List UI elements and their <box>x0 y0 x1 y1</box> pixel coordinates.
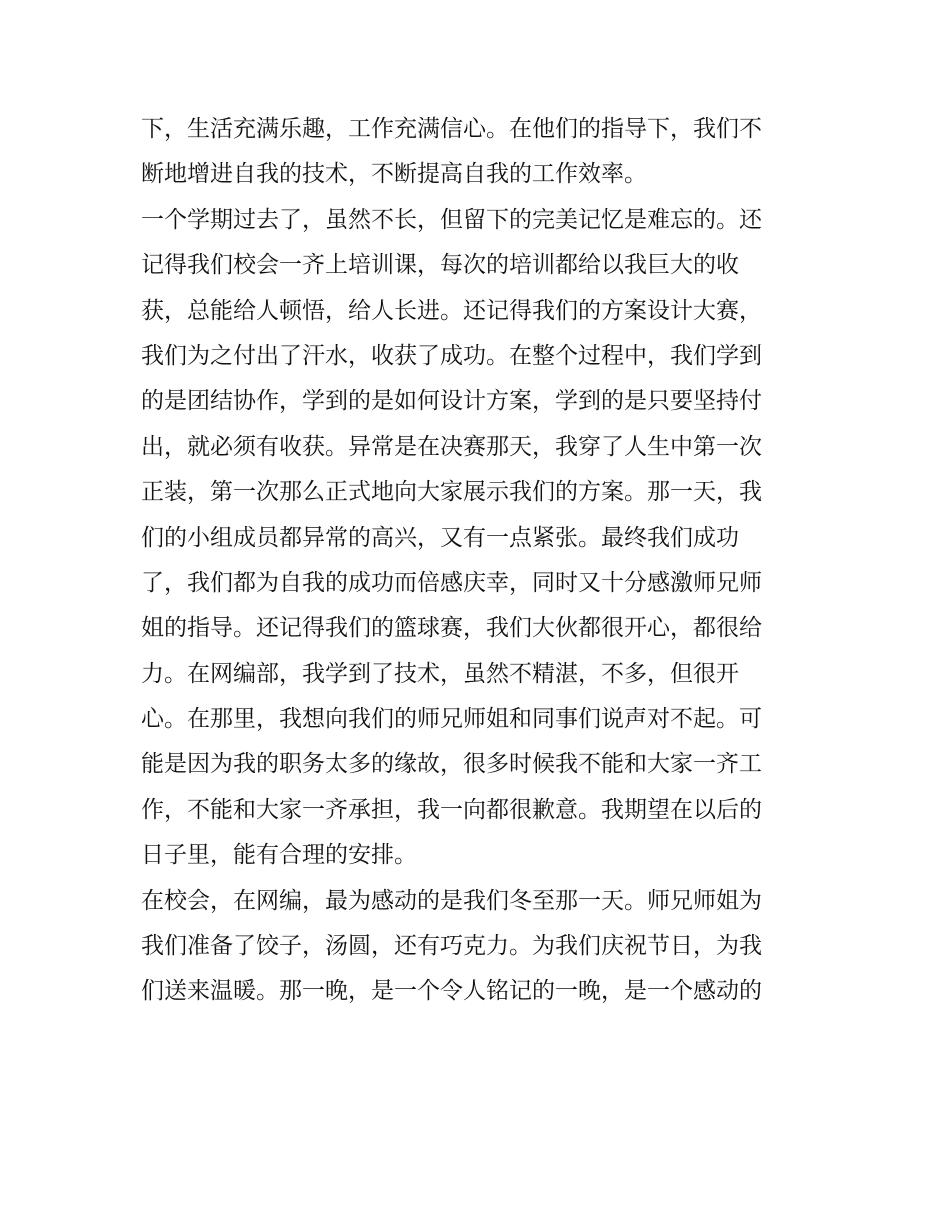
text-line: 下，生活充满乐趣，工作充满信心。在他们的指导下，我们不 <box>141 116 762 142</box>
document-body <box>141 107 821 1015</box>
text-line: 我们为之付出了汗水，收获了成功。在整个过程中，我们学到 <box>141 342 762 369</box>
text-line: 日子里，能有合理的安排。 <box>141 842 417 869</box>
text-line: 正装，第一次那么正式地向大家展示我们的方案。那一天，我 <box>141 479 762 506</box>
text-line: 记得我们校会一齐上培训课，每次的培训都给以我巨大的收 <box>141 252 739 279</box>
text-line: 作，不能和大家一齐承担，我一向都很歉意。我期望在以后的 <box>141 796 762 823</box>
text-line: 一个学期过去了，虽然不长，但留下的完美记忆是难忘的。还 <box>141 206 762 233</box>
text-line: 们送来温暖。那一晚，是一个令人铭记的一晚，是一个感动的 <box>141 978 762 1005</box>
text-line: 断地增进自我的技术，不断提高自我的工作效率。 <box>141 161 647 188</box>
text-line: 们的小组成员都异常的高兴，又有一点紧张。最终我们成功 <box>141 524 739 551</box>
text-line: 能是因为我的职务太多的缘故，很多时候我不能和大家一齐工 <box>141 751 762 778</box>
text-line: 力。在网编部，我学到了技术，虽然不精湛，不多，但很开 <box>141 660 739 687</box>
text-line: 心。在那里，我想向我们的师兄师姐和同事们说声对不起。可 <box>141 706 762 733</box>
text-line: 了，我们都为自我的成功而倍感庆幸，同时又十分感激师兄师 <box>141 569 762 596</box>
text-line: 出，就必须有收获。异常是在决赛那天，我穿了人生中第一次 <box>141 433 762 460</box>
text-line: 的是团结协作，学到的是如何设计方案，学到的是只要坚持付 <box>141 388 762 415</box>
text-line: 获，总能给人顿悟，给人长进。还记得我们的方案设计大赛， <box>141 297 762 324</box>
text-line: 姐的指导。还记得我们的篮球赛，我们大伙都很开心，都很给 <box>141 615 762 642</box>
text-line: 我们准备了饺子，汤圆，还有巧克力。为我们庆祝节日，为我 <box>141 933 762 960</box>
text-line: 在校会，在网编，最为感动的是我们冬至那一天。师兄师姐为 <box>141 887 762 914</box>
